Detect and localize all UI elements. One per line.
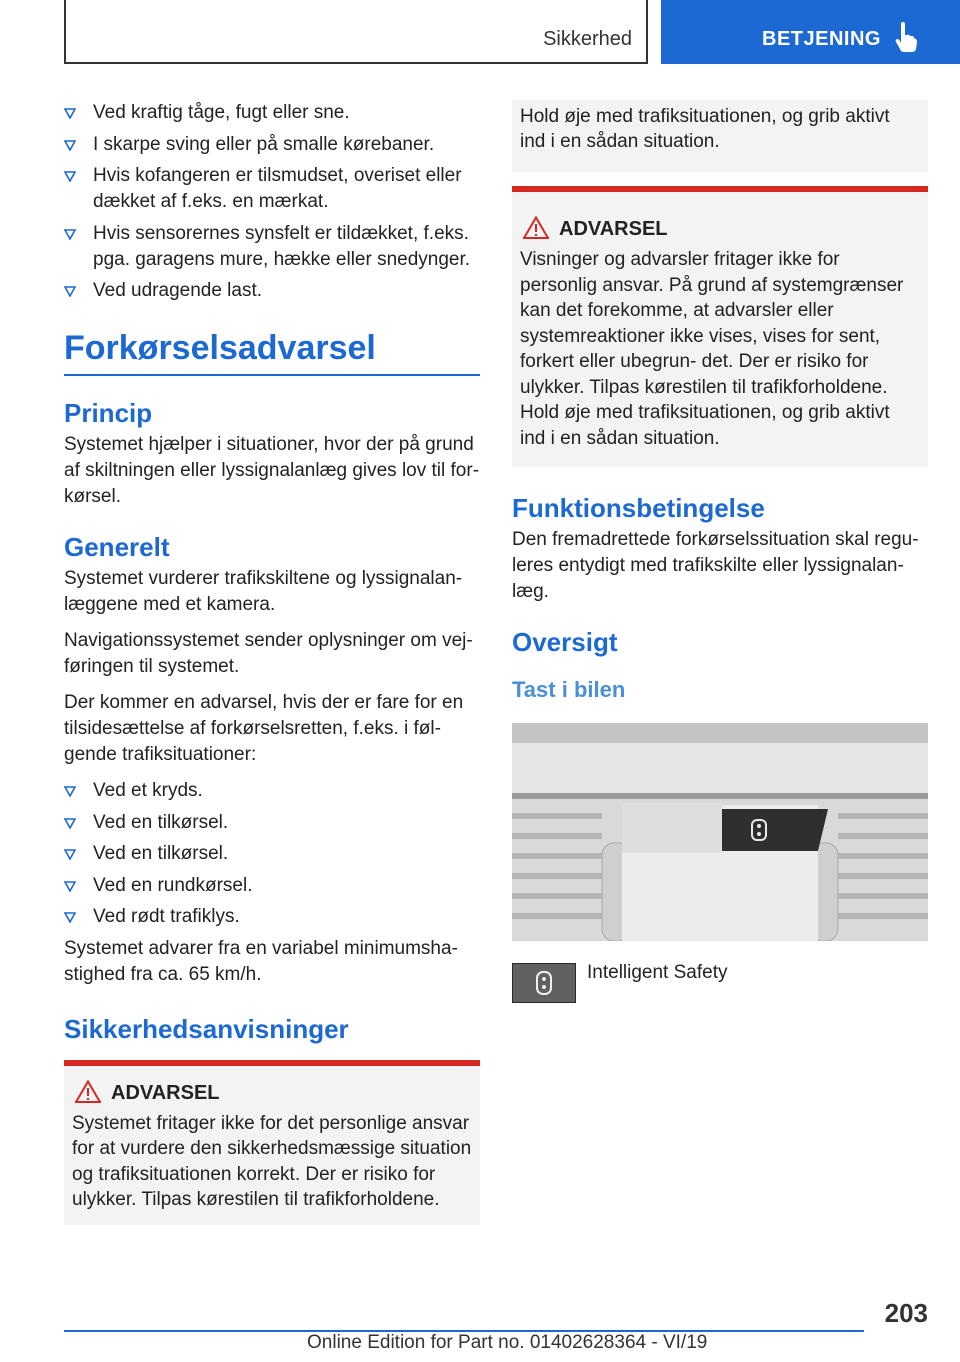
page-title: Forkørselsadvarsel <box>64 329 376 367</box>
header-section-box <box>64 0 648 64</box>
warning-triangle-icon <box>523 216 549 239</box>
bullet-triangle-icon <box>64 912 76 923</box>
bullet-triangle-icon <box>64 786 76 797</box>
page-number: 203 <box>884 1298 928 1328</box>
warning-box <box>64 1060 480 1225</box>
note-box <box>512 100 928 172</box>
list-item <box>64 163 480 215</box>
list-item-text: Ved en rundkørsel. <box>93 874 253 896</box>
warning-text: Visninger og advarsler fritager ikke for personlig ansvar. På grund af systemgrænser kan det forekomme, at advarsler eller systemreaktioner ikke vises, vises for sent, forkert eller ubegrun- det. Der er risiko for ulykker. Tilpas kørestilen til trafikforholdene. Hold øje med trafiksituationen, og grib aktivt ind i en sådan situation. <box>520 249 904 449</box>
list-item <box>64 778 480 804</box>
situations-list <box>64 778 480 930</box>
principle-heading: Princip <box>64 398 153 428</box>
general-paragraph: Navigationssystemet sender oplysninger om vej- føringen til systemet. <box>64 630 473 677</box>
title-divider <box>64 374 480 376</box>
list-item <box>64 873 480 899</box>
bullet-triangle-icon <box>64 171 76 182</box>
list-item <box>64 100 480 126</box>
button-legend-row <box>512 963 928 1007</box>
button-legend-label: Intelligent Safety <box>587 962 728 983</box>
condition-text: Den fremadrettede forkørselssituation skal regu- leres entydigt med trafikskilte eller lyssignalan- læg. <box>512 529 919 602</box>
general-paragraph: Systemet vurderer trafikskiltene og lyssignalan- læggene med et kamera. <box>64 568 463 615</box>
bullet-triangle-icon <box>64 140 76 151</box>
overview-heading: Oversigt <box>512 627 618 657</box>
conditions-list <box>64 100 480 304</box>
list-item-text: Ved en tilkørsel. <box>93 811 229 833</box>
bullet-triangle-icon <box>64 108 76 119</box>
header-section-title: Sikkerhed <box>543 28 632 50</box>
list-item <box>64 841 480 867</box>
general-heading: Generelt <box>64 532 170 562</box>
header-chapter-label: BETJENING <box>762 28 881 50</box>
speed-text: Systemet advarer fra en variabel minimumsha- stighed fra ca. 65 km/h. <box>64 937 458 985</box>
general-paragraph: Der kommer en advarsel, hvis der er fare for en tilsidesættelse af forkørselsretten, f.eks. i føl- gende trafiksituationer: <box>64 692 464 765</box>
warning-text: Systemet fritager ikke for det personlige ansvar for at vurdere den sikkerhedsmæssige situation og trafiksituationen korrekt. Der er risiko for ulykker. Tilpas kørestilen til trafikforholdene. <box>72 1112 472 1210</box>
list-item-text: I skarpe sving eller på smalle kørebaner. <box>93 133 435 155</box>
note-text: Hold øje med trafiksituationen, og grib aktivt ind i en sådan situation. <box>520 106 890 152</box>
intelligent-safety-button-icon <box>512 963 576 1003</box>
list-item-text: Hvis kofangeren er tilsmudset, overiset eller dækket af f.eks. en mærkat. <box>93 165 462 212</box>
list-item-text: Hvis sensorernes synsfelt er tildækket, f.eks. pga. garagens mure, hække eller snedynger. <box>93 222 471 270</box>
list-item-text: Ved kraftig tåge, fugt eller sne. <box>93 102 350 123</box>
button-heading: Tast i bilen <box>512 677 626 702</box>
condition-heading: Funktionsbetingelse <box>512 493 765 523</box>
warning-box <box>512 186 928 467</box>
list-item <box>64 904 480 930</box>
list-item-text: Ved rødt trafiklys. <box>93 906 240 927</box>
bullet-triangle-icon <box>64 818 76 829</box>
right-column <box>512 100 928 1007</box>
list-item <box>64 221 480 273</box>
list-item-text: Ved en tilkørsel. <box>93 843 229 864</box>
header-chapter-tab[interactable] <box>661 0 960 64</box>
bullet-triangle-icon <box>64 849 76 860</box>
left-column <box>64 100 480 1225</box>
list-item-text: Ved et kryds. <box>93 780 203 801</box>
dashboard-button-photo <box>512 723 928 941</box>
list-item <box>64 278 480 304</box>
warning-title-text: ADVARSEL <box>559 218 668 240</box>
warning-triangle-icon <box>75 1080 101 1103</box>
footer-edition: Online Edition for Part no. 01402628364 - VI/19 <box>307 1332 708 1353</box>
warning-title <box>111 1080 472 1106</box>
bullet-triangle-icon <box>64 229 76 240</box>
safety-heading: Sikkerhedsanvisninger <box>64 1013 349 1044</box>
list-item <box>64 810 480 836</box>
list-item <box>64 132 480 158</box>
warning-title <box>559 216 920 242</box>
bullet-triangle-icon <box>64 881 76 892</box>
bullet-triangle-icon <box>64 286 76 297</box>
principle-text: Systemet hjælper i situationer, hvor der på grund af skiltningen eller lyssignalanlæg gives lov til for- kørsel. <box>64 434 480 507</box>
list-item-text: Ved udragende last. <box>93 280 263 301</box>
warning-title-text: ADVARSEL <box>111 1081 220 1104</box>
hand-pointer-icon <box>895 22 917 52</box>
